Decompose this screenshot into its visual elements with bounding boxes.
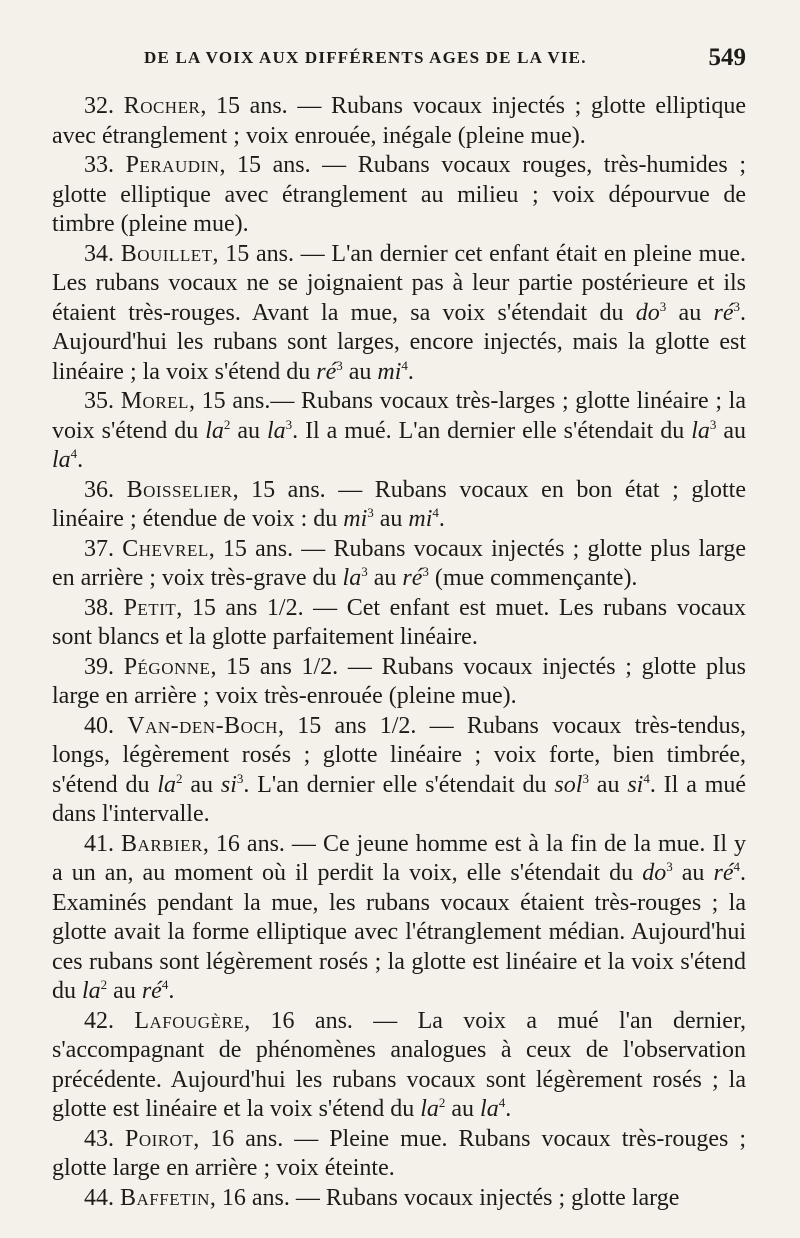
entry-text: au	[672, 860, 714, 886]
musical-note: $do^3$	[635, 298, 667, 326]
musical-note: $ré^3$	[713, 298, 740, 326]
entry-text: , 16 ans. — La voix a mué l'an dernier, s'accompagnant de phénomènes analogues à ceux de l'observation précédente. Aujourd'hui les rubans vocaux sont légèrement rosés ; la glotte est linéaire et la voix s'étend du	[52, 1007, 746, 1122]
entry-40	[52, 712, 746, 830]
entry-41	[52, 830, 746, 1007]
entry-text: , 15 ans. — L'an dernier cet enfant était en pleine mue. Les rubans vocaux ne se joignaient pas à leur partie postérieure et ils étaient très-rouges. Avant la mue, sa voix s'étendait du	[52, 240, 746, 326]
octave-superscript: 3	[285, 416, 293, 432]
entry-name: Pégonne	[123, 653, 211, 680]
entry-text: au	[716, 417, 747, 444]
octave-superscript: 3	[236, 770, 244, 786]
octave-superscript: 3	[336, 357, 343, 373]
octave-superscript: 3	[367, 505, 374, 520]
octave-superscript: 4	[161, 977, 169, 992]
page-body	[52, 92, 746, 1213]
entry-44	[52, 1184, 746, 1214]
octave-superscript: 3	[361, 564, 368, 579]
entry-32	[52, 92, 746, 151]
octave-superscript: 3	[659, 298, 667, 314]
entry-number: 37.	[84, 535, 123, 562]
entry-text: . Il a mué dans l'intervalle.	[52, 771, 747, 827]
octave-superscript: 4	[432, 505, 439, 520]
entry-text: , 16 ans. — Ce jeune homme est à la fin de la mue. Il y a un an, au moment où il perdit la voix, elle s'étendait du	[52, 830, 747, 886]
entry-text: . L'an dernier elle s'étendait du	[243, 771, 555, 798]
entry-text: . Examinés pendant la mue, les rubans vocaux étaient très-rouges ; la glotte avait la forme elliptique avec l'étranglement médian. Aujourd'hui ces rubans sont légèrement rosés ; la glotte est linéaire et la voix s'étend du	[52, 860, 746, 1004]
entry-name: Chevrel	[122, 535, 209, 562]
entry-38	[52, 594, 746, 653]
octave-superscript: 3	[422, 564, 429, 579]
entry-text: , 15 ans 1/2. — Rubans vocaux injectés ; glotte plus large en arrière ; voix très-enrouée (pleine mue).	[52, 653, 746, 709]
musical-note: $la^2$	[205, 416, 231, 444]
octave-superscript: 4	[643, 770, 650, 786]
entry-text: , 15 ans. — Rubans vocaux injectés ; glotte plus large en arrière ; voix très-grave du	[52, 535, 747, 591]
octave-superscript: 2	[438, 1095, 446, 1110]
musical-note: sol$^3$	[554, 770, 589, 798]
entry-text: . Il a mué. L'an dernier elle s'étendait du	[292, 417, 692, 444]
entry-number: 35.	[84, 388, 121, 414]
musical-note: $ré^3$	[316, 357, 343, 385]
entry-number: 34.	[84, 240, 121, 267]
entry-text: , 16 ans. — Rubans vocaux injectés ; glotte large	[209, 1184, 680, 1211]
entry-text: . Aujourd'hui les rubans sont larges, encore injectés, mais la glotte est linéaire ; la voix s'étend du	[52, 299, 746, 385]
octave-superscript: 2	[176, 770, 183, 786]
musical-note: $si^4$	[627, 770, 650, 798]
entry-text: au	[230, 417, 267, 444]
entry-name: Boisselier	[126, 476, 233, 503]
entry-text: .	[77, 447, 84, 473]
entry-name: Morel	[120, 388, 189, 414]
entry-number: 38.	[84, 594, 124, 621]
musical-note: $ré^4$	[713, 859, 740, 886]
entry-number: 42.	[84, 1007, 135, 1034]
page-header	[52, 44, 746, 74]
musical-note: $la^3$	[266, 416, 293, 444]
entry-text: , 15 ans. — Rubans vocaux injectés ; glotte elliptique avec étranglement ; voix enrouée, inégale (pleine mue).	[52, 93, 746, 149]
page-number: 549	[708, 44, 746, 71]
entry-text: .	[438, 506, 445, 532]
musical-note: $do^3$	[642, 859, 673, 886]
entry-text: , 15 ans 1/2. — Rubans vocaux très-tendus, longs, légèrement rosés ; glotte linéaire ; voix forte, bien timbrée, s'étend du	[52, 712, 746, 798]
entry-number: 36.	[84, 476, 127, 503]
entry-number: 39.	[84, 653, 124, 680]
musical-note: $la^2$	[82, 977, 108, 1004]
entry-text: .	[407, 358, 414, 385]
entry-34	[52, 240, 746, 388]
musical-note: $si^3$	[220, 770, 244, 798]
entry-33	[52, 151, 746, 240]
entry-text: au	[666, 299, 714, 326]
entry-text: , 15 ans.— Rubans vocaux très-larges ; glotte linéaire ; la voix s'étend du	[52, 388, 747, 444]
octave-superscript: 2	[100, 977, 108, 992]
entry-39	[52, 653, 746, 712]
musical-note: $la^4$	[52, 446, 78, 473]
musical-note: $ré^3$	[402, 564, 429, 591]
musical-note: $la^2$	[157, 770, 183, 798]
entry-text: , 16 ans. — Pleine mue. Rubans vocaux très-rouges ; glotte large en arrière ; voix éteinte.	[52, 1125, 747, 1181]
entry-36	[52, 476, 746, 535]
octave-superscript: 3	[582, 770, 589, 786]
entry-number: 33.	[84, 152, 126, 178]
octave-superscript: 3	[733, 298, 740, 314]
musical-note: $mi^4$	[408, 505, 439, 532]
entry-name: Barbier	[121, 830, 203, 857]
entry-text: au	[367, 565, 403, 591]
octave-superscript: 4	[401, 357, 408, 373]
entry-43	[52, 1125, 746, 1184]
musical-note: $mi^4$	[377, 357, 408, 385]
entry-text: au	[342, 358, 378, 385]
octave-superscript: 3	[666, 859, 673, 874]
entry-text: au	[373, 506, 409, 532]
musical-note: $la^4$	[480, 1095, 506, 1122]
entry-number: 32.	[84, 93, 124, 119]
entry-text: (mue commençante).	[428, 565, 638, 591]
entry-name: Peraudin	[125, 152, 220, 178]
entry-35	[52, 387, 746, 476]
entry-text: , 15 ans. — Rubans vocaux rouges, très-humides ; glotte elliptique avec étranglement au milieu ; voix dépourvue de timbre (pleine mue).	[52, 152, 747, 237]
entry-name: Petit	[123, 594, 177, 621]
running-head: DE LA VOIX AUX DIFFÉRENTS AGES DE LA VIE.	[144, 48, 587, 67]
entry-name: Van-den-Boch	[127, 712, 278, 739]
musical-note: $mi^3$	[343, 505, 374, 532]
octave-superscript: 4	[733, 859, 740, 874]
entry-text: au	[182, 771, 221, 798]
entry-text: au	[445, 1096, 481, 1122]
octave-superscript: 2	[223, 416, 231, 432]
entry-number: 43.	[84, 1125, 125, 1152]
entry-name: Lafougère	[134, 1007, 245, 1034]
octave-superscript: 3	[709, 416, 717, 432]
musical-note: $la^3$	[691, 416, 717, 444]
entry-number: 40.	[84, 712, 128, 739]
entry-name: Baffetin	[120, 1184, 210, 1211]
entry-number: 44.	[84, 1184, 120, 1211]
entry-name: Rocher	[123, 93, 201, 119]
entry-text: , 15 ans. — Rubans vocaux en bon état ; glotte linéaire ; étendue de voix : du	[52, 476, 747, 532]
octave-superscript: 4	[70, 446, 78, 461]
musical-note: $ré^4$	[141, 977, 169, 1004]
entry-number: 41.	[84, 830, 122, 857]
entry-text: .	[505, 1096, 512, 1122]
octave-superscript: 4	[498, 1095, 506, 1110]
entry-name: Bouillet	[120, 240, 213, 267]
entry-text: .	[168, 978, 175, 1004]
musical-note: $la^2$	[420, 1095, 446, 1122]
entry-text: au	[107, 978, 142, 1004]
entry-name: Poirot	[124, 1125, 194, 1152]
entry-42	[52, 1007, 746, 1125]
entry-text: , 15 ans 1/2. — Cet enfant est muet. Les rubans vocaux sont blancs et la glotte parfaitement linéaire.	[52, 594, 747, 650]
entry-text: au	[588, 771, 628, 798]
entry-37	[52, 535, 746, 594]
musical-note: $la^3$	[342, 564, 368, 591]
